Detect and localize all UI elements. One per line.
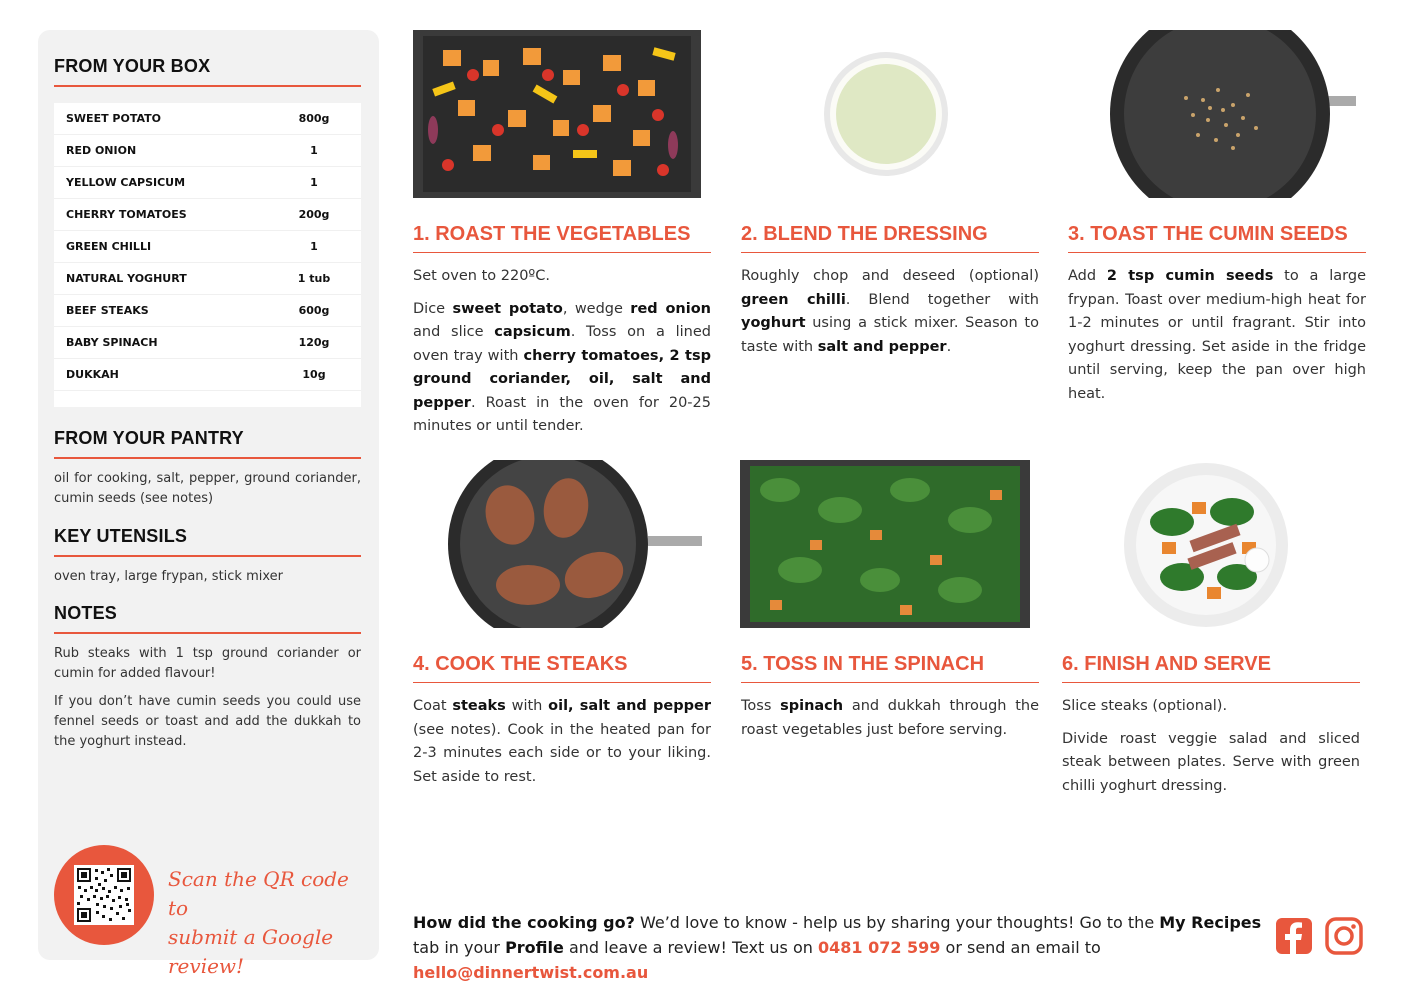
text: using a stick mixer. Season to taste with [741, 315, 1039, 355]
text: , wedge [562, 300, 631, 317]
step-4 [413, 653, 711, 798]
instagram-icon[interactable] [1325, 917, 1363, 955]
ingredient-name: CHERRY TOMATOES [66, 208, 187, 221]
ingredient-qty: 10g [302, 368, 326, 381]
table-row [54, 167, 361, 199]
pantry-heading: FROM YOUR PANTRY [54, 428, 361, 459]
table-row [54, 231, 361, 263]
step-title: 5. TOSS IN THE SPINACH [741, 653, 1039, 683]
ingredient-qty: 800g [298, 112, 330, 125]
step-title: 3. TOAST THE CUMIN SEEDS [1068, 223, 1366, 253]
finished-plate-photo [1122, 462, 1290, 628]
email-link[interactable]: hello@dinnertwist.com.au [413, 963, 649, 982]
dressing-bowl-photo [822, 50, 950, 178]
ingredient-name: YELLOW CAPSICUM [66, 176, 186, 189]
ingredient-name: DUKKAH [66, 368, 119, 381]
table-row [54, 359, 361, 391]
pantry-text: oil for cooking, salt, pepper, ground coriander, cumin seeds (see notes) [54, 471, 361, 506]
qr-caption [168, 865, 368, 981]
table-row [54, 103, 361, 135]
ingredients-table [54, 103, 361, 407]
table-row [54, 135, 361, 167]
step-paragraph: Divide roast veggie salad and sliced steak between plates. Serve with green chilli yoghurt dressing. [1062, 730, 1360, 794]
step-3 [1068, 223, 1366, 415]
text: Toss [741, 698, 781, 714]
step-paragraph: Slice steaks (optional). [1062, 698, 1228, 714]
text: Dice [413, 300, 453, 317]
step-body [1062, 695, 1360, 798]
qr-badge[interactable] [54, 845, 154, 945]
text: (see notes). Cook in the heated pan for 2-3 minutes each side or to your liking. Set aside to rest. [413, 721, 711, 785]
feedback-footer [413, 910, 1263, 985]
bold-text: yoghurt [741, 315, 806, 331]
bold-text: sweet potato [452, 300, 563, 317]
text: . Toss on a lined oven tray with [413, 324, 711, 364]
step-paragraph [413, 298, 711, 439]
ingredient-qty: 120g [298, 336, 330, 349]
bold-text: red onion [630, 300, 712, 317]
steaks-frypan-photo [448, 460, 703, 628]
step-6 [1062, 653, 1360, 807]
step-body [413, 265, 711, 439]
step-title: 2. BLEND THE DRESSING [741, 223, 1039, 253]
bold-text: salt and pepper [817, 338, 947, 355]
text: and dukkah through the roast vegetables just before serving. [741, 698, 1040, 738]
utensils-text: oven tray, large frypan, stick mixer [54, 569, 283, 584]
text: and slice [413, 324, 495, 340]
bold-text: steaks [452, 698, 506, 714]
text: to a large frypan. Toast over medium-high heat for 1-2 minutes or until fragrant. Stir into yoghurt dressing. Set aside in the fridge until serving, keep the pan over high heat. [1068, 268, 1367, 402]
my-recipes-link[interactable]: My Recipes [1159, 913, 1262, 932]
notes-section [54, 603, 361, 760]
step-body [741, 695, 1039, 742]
step-body [413, 695, 711, 789]
step-paragraph [1068, 265, 1366, 406]
table-row [54, 327, 361, 359]
footer-text: and leave a review! Text us on [563, 938, 818, 957]
notes-paragraph: If you don’t have cumin seeds you could use fennel seeds or toast and add the dukkah to the yoghurt instead. [54, 694, 361, 749]
spinach-tray-photo [740, 460, 1030, 628]
step-title: 4. COOK THE STEAKS [413, 653, 711, 683]
ingredient-name: BEEF STEAKS [66, 304, 149, 317]
phone-link[interactable]: 0481 072 599 [817, 938, 941, 957]
table-row [54, 199, 361, 231]
notes-text [54, 644, 361, 752]
footer-text: We’d love to know - help us by sharing your thoughts! Go to the [634, 913, 1160, 932]
footer-text: or send an email to [940, 938, 1101, 957]
ingredient-qty: 1 [310, 240, 318, 253]
step-2 [741, 223, 1039, 368]
ingredient-name: NATURAL YOGHURT [66, 272, 187, 285]
ingredient-name: SWEET POTATO [66, 112, 161, 125]
box-section [54, 56, 361, 407]
profile-link[interactable]: Profile [505, 938, 564, 957]
text: Roughly chop and deseed (optional) [741, 268, 1039, 284]
step-5 [741, 653, 1039, 751]
utensils-section [54, 526, 361, 587]
notes-heading: NOTES [54, 603, 361, 634]
step-paragraph: Set oven to 220ºC. [413, 268, 550, 284]
utensils-heading: KEY UTENSILS [54, 526, 361, 557]
table-row [54, 263, 361, 295]
box-heading: FROM YOUR BOX [54, 56, 361, 87]
table-row [54, 295, 361, 327]
bold-text: cherry tomatoes, 2 tsp ground coriander, oil, salt and pepper [413, 347, 711, 411]
footer-text: tab in your [413, 938, 506, 957]
bold-text: spinach [780, 698, 844, 714]
step-body [741, 265, 1039, 359]
step-body [1068, 265, 1366, 406]
text: with [505, 698, 549, 714]
text: . Roast in the oven for 20-25 minutes or until tender. [413, 394, 711, 434]
text: Coat [413, 698, 453, 714]
ingredient-name: BABY SPINACH [66, 336, 158, 349]
ingredient-qty: 1 tub [297, 272, 331, 285]
sidebar [38, 30, 379, 978]
ingredient-name: GREEN CHILLI [66, 240, 152, 253]
ingredient-name: RED ONION [66, 144, 137, 157]
notes-paragraph: Rub steaks with 1 tsp ground coriander or cumin for added flavour! [54, 646, 361, 681]
bold-text: green chilli [741, 291, 846, 308]
step-paragraph [413, 695, 711, 789]
ingredient-qty: 600g [298, 304, 330, 317]
bold-text: oil, salt and pepper [548, 698, 711, 714]
ingredient-qty: 1 [310, 144, 318, 157]
bold-text: 2 tsp cumin seeds [1106, 268, 1274, 284]
text: . Blend together with [845, 291, 1039, 308]
text: Add [1068, 268, 1107, 284]
step-paragraph [741, 695, 1039, 742]
text: . [946, 338, 952, 355]
bold-text: capsicum [494, 324, 571, 340]
step-1 [413, 223, 711, 448]
roast-vegetables-photo [413, 30, 701, 198]
qr-code-icon[interactable] [74, 865, 134, 925]
qr-caption-line: Scan the QR code to [168, 867, 349, 920]
ingredient-qty: 1 [310, 176, 318, 189]
cumin-frypan-photo [1108, 30, 1358, 198]
ingredient-qty: 200g [298, 208, 330, 221]
step-title: 1. ROAST THE VEGETABLES [413, 223, 711, 253]
pantry-section [54, 428, 361, 509]
step-title: 6. FINISH AND SERVE [1062, 653, 1360, 683]
qr-caption-line: submit a Google review! [168, 925, 334, 978]
facebook-icon[interactable] [1275, 917, 1313, 955]
footer-question: How did the cooking go? [413, 913, 635, 932]
step-paragraph [741, 265, 1039, 359]
